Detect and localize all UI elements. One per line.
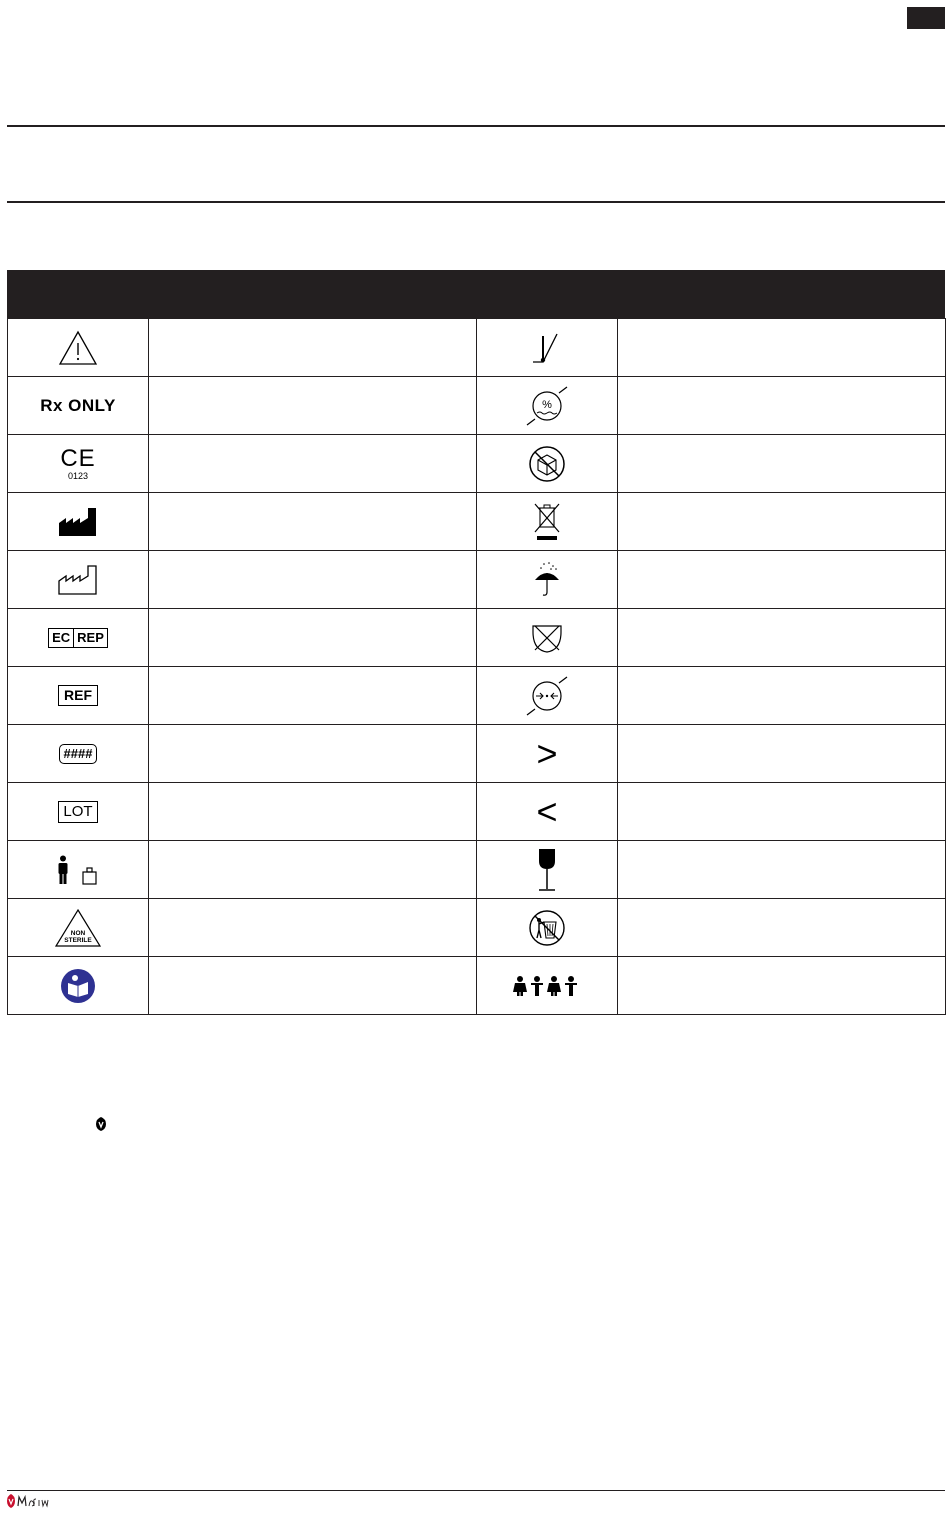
symbols-table: [7, 318, 946, 1015]
symbol-description: [618, 957, 946, 1015]
patient-weight-icon: [8, 841, 148, 898]
table-row: [8, 609, 946, 667]
lot-code-icon: LOT: [58, 801, 97, 823]
symbol-description: [149, 841, 477, 899]
ec-rep-icon: EC REP: [48, 628, 108, 648]
symbol-description: [618, 667, 946, 725]
svg-text:STERILE: STERILE: [64, 936, 92, 944]
weee-disposal-icon: [477, 493, 617, 550]
symbol-description: [618, 841, 946, 899]
symbol-description: [149, 957, 477, 1015]
symbol-description: [618, 551, 946, 609]
symbol-description: [618, 609, 946, 667]
fragile-icon: [477, 841, 617, 898]
symbol-description: [618, 435, 946, 493]
symbol-description: [618, 319, 946, 377]
brand-mark-icon: [95, 1116, 107, 1132]
table-row: [8, 957, 946, 1015]
symbol-description: [618, 899, 946, 957]
keep-dry-icon: [477, 551, 617, 608]
symbol-description: [149, 377, 477, 435]
caution-icon: [8, 319, 148, 376]
symbol-description: [618, 783, 946, 841]
symbol-description: [149, 899, 477, 957]
svg-text:%: %: [542, 398, 552, 411]
manufacturer-icon: [8, 493, 148, 550]
footer-rule: [7, 1490, 945, 1491]
do-not-use-if-damaged-icon: [477, 435, 617, 492]
follow-instructions-icon: [8, 957, 148, 1014]
symbol-description: [149, 319, 477, 377]
symbol-description: [149, 667, 477, 725]
symbol-description: [149, 435, 477, 493]
language-tab: [907, 7, 945, 29]
table-row: [8, 493, 946, 551]
less-than-icon: <: [536, 790, 558, 832]
ce-mark-icon: CE 0123: [60, 444, 96, 481]
symbols-table-container: [7, 270, 945, 1015]
table-row: [8, 551, 946, 609]
symbol-description: [618, 493, 946, 551]
quantity-icon: [477, 957, 617, 1014]
model-number-icon: ####: [59, 744, 98, 764]
table-row: [8, 667, 946, 725]
table-row: [8, 725, 946, 783]
symbol-description: [149, 725, 477, 783]
svg-text:NON: NON: [70, 929, 86, 937]
table-row: [8, 435, 946, 493]
humidity-limitation-icon: [477, 377, 617, 434]
table-row: [8, 377, 946, 435]
do-not-discard-icon: [477, 899, 617, 956]
symbol-description: [618, 377, 946, 435]
greater-than-icon: >: [536, 732, 558, 774]
header-rule-top: [7, 125, 945, 127]
table-row: [8, 783, 946, 841]
table-row: [8, 841, 946, 899]
date-of-manufacture-icon: [8, 551, 148, 608]
symbol-description: [149, 493, 477, 551]
header-rule-bottom: [7, 201, 945, 203]
symbol-description: [149, 609, 477, 667]
ref-catalog-icon: REF: [58, 685, 98, 706]
rx-only-icon: Rx ONLY: [40, 395, 116, 415]
symbol-description: [618, 725, 946, 783]
non-sterile-icon: [8, 899, 148, 956]
symbol-description: [149, 551, 477, 609]
symbols-table-header: [7, 270, 945, 318]
temperature-limit-icon: [477, 319, 617, 376]
masimo-logo: [6, 1493, 51, 1509]
not-made-with-latex-icon: [477, 609, 617, 666]
symbol-description: [149, 783, 477, 841]
table-row: [8, 319, 946, 377]
atmospheric-pressure-icon: [477, 667, 617, 724]
table-row: [8, 899, 946, 957]
